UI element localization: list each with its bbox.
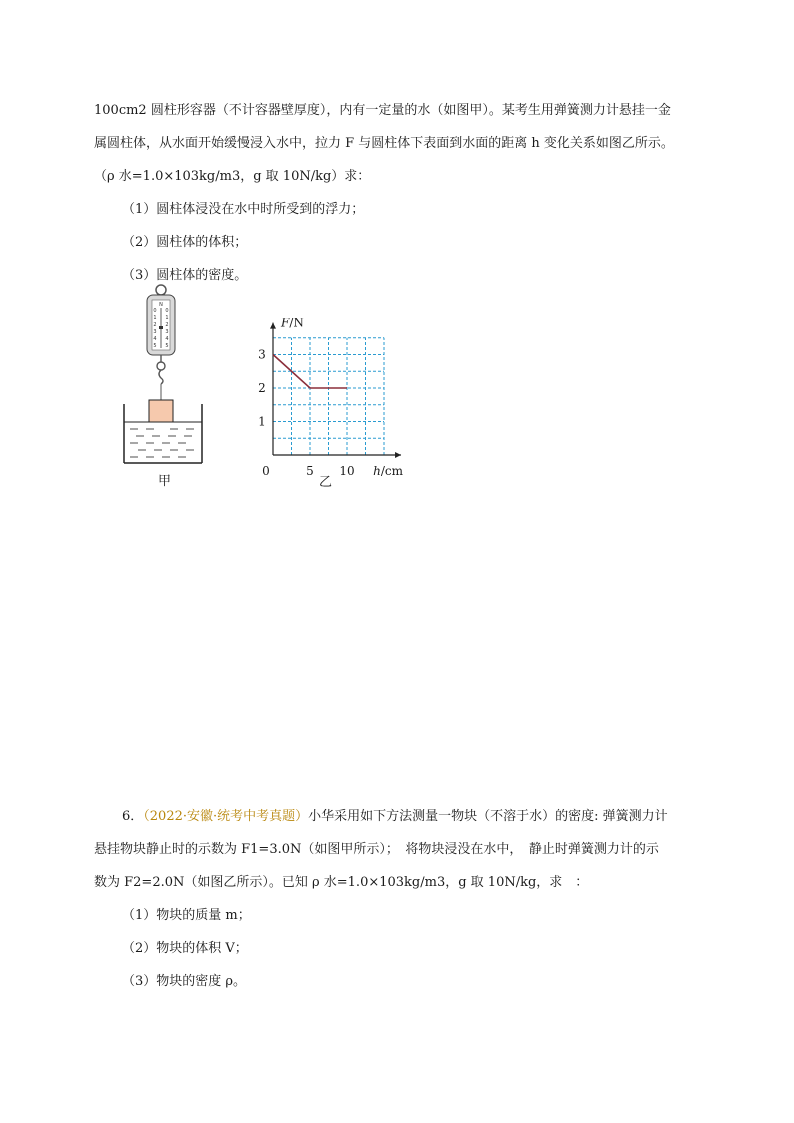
force-depth-chart <box>250 318 430 493</box>
q5-item-2: （2）圆柱体的体积； <box>122 235 248 250</box>
q5-line-1: 100cm2 圆柱形容器（不计容器壁厚度），内有一定量的水（如图甲）。某考生用弹簧测力计悬挂一金 <box>94 103 671 118</box>
y-axis-title: F/N <box>281 318 304 330</box>
chart-labels <box>258 318 403 478</box>
scale-left-labels <box>153 308 156 349</box>
spring-scale-container-illustration <box>116 282 216 492</box>
question-5 <box>94 94 714 292</box>
y-tick-label: 1 <box>258 414 266 429</box>
x-axis-arrow <box>395 452 401 458</box>
caption-yi: 乙 <box>319 475 333 490</box>
scale-left-label: 4 <box>153 336 157 342</box>
x-tick-label: 10 <box>339 464 355 478</box>
scale-right-label: 4 <box>165 336 169 342</box>
x-tick-label: 5 <box>306 464 314 478</box>
y-axis-arrow <box>270 323 276 329</box>
cylinder-block <box>149 400 173 422</box>
scale-right-label: 3 <box>165 329 169 335</box>
x-axis-title: h/cm <box>373 464 404 478</box>
q6-line-1-rest: 小华采用如下方法测量一物块（不溶于水）的密度: 弹簧测力计 <box>308 809 668 824</box>
q5-line-3: （ρ 水=1.0×103kg/m3，g 取 10N/kg）求： <box>94 169 371 184</box>
q5-item-3: （3）圆柱体的密度。 <box>122 268 248 283</box>
q6-item-2: （2）物块的体积 V； <box>122 941 248 956</box>
scale-right-label: 0 <box>165 308 169 314</box>
figure-jia <box>116 282 216 492</box>
q6-item-1: （1）物块的质量 m； <box>122 908 251 923</box>
scale-left-label: 2 <box>153 322 157 328</box>
q5-item-1: （1）圆柱体浸没在水中时所受到的浮力； <box>122 202 365 217</box>
scale-top-label: N <box>159 302 163 308</box>
chart-grid <box>273 338 384 455</box>
scale-right-label: 2 <box>165 322 169 328</box>
caption-jia: 甲 <box>158 474 172 489</box>
q6-number: 6． <box>122 809 144 824</box>
scale-left-label: 3 <box>153 329 157 335</box>
scale-right-label: 5 <box>165 343 169 349</box>
q6-line-2: 悬挂物块静止时的示数为 F1=3.0N（如图甲所示）； 将物块浸没在水中， 静止时弹簧测力计的示 <box>94 842 659 857</box>
question-6 <box>94 800 714 998</box>
q6-line-3: 数为 F2=2.0N（如图乙所示）。已知 ρ 水=1.0×103kg/m3，g 取 10N/kg，求 ： <box>94 875 589 890</box>
figure-yi <box>250 318 430 493</box>
scale-left-label: 5 <box>153 343 157 349</box>
y-tick-label: 3 <box>258 347 266 362</box>
x-tick-label: 0 <box>262 464 270 478</box>
q5-line-2: 属圆柱体，从水面开始缓慢浸入水中，拉力 F 与圆柱体下表面到水面的距离 h 变化关系如图乙所示。 <box>94 136 674 151</box>
scale-right-label: 1 <box>165 315 169 321</box>
chart-axes <box>270 323 401 458</box>
scale-left-label: 0 <box>153 308 157 314</box>
q6-line-1 <box>94 800 714 833</box>
y-tick-label: 2 <box>258 381 266 395</box>
q6-item-3: （3）物块的密度 ρ。 <box>122 974 247 989</box>
scale-right-labels <box>165 308 168 349</box>
scale-left-label: 1 <box>153 315 157 321</box>
q6-source: （2022·安徽·统考中考真题） <box>143 809 309 824</box>
